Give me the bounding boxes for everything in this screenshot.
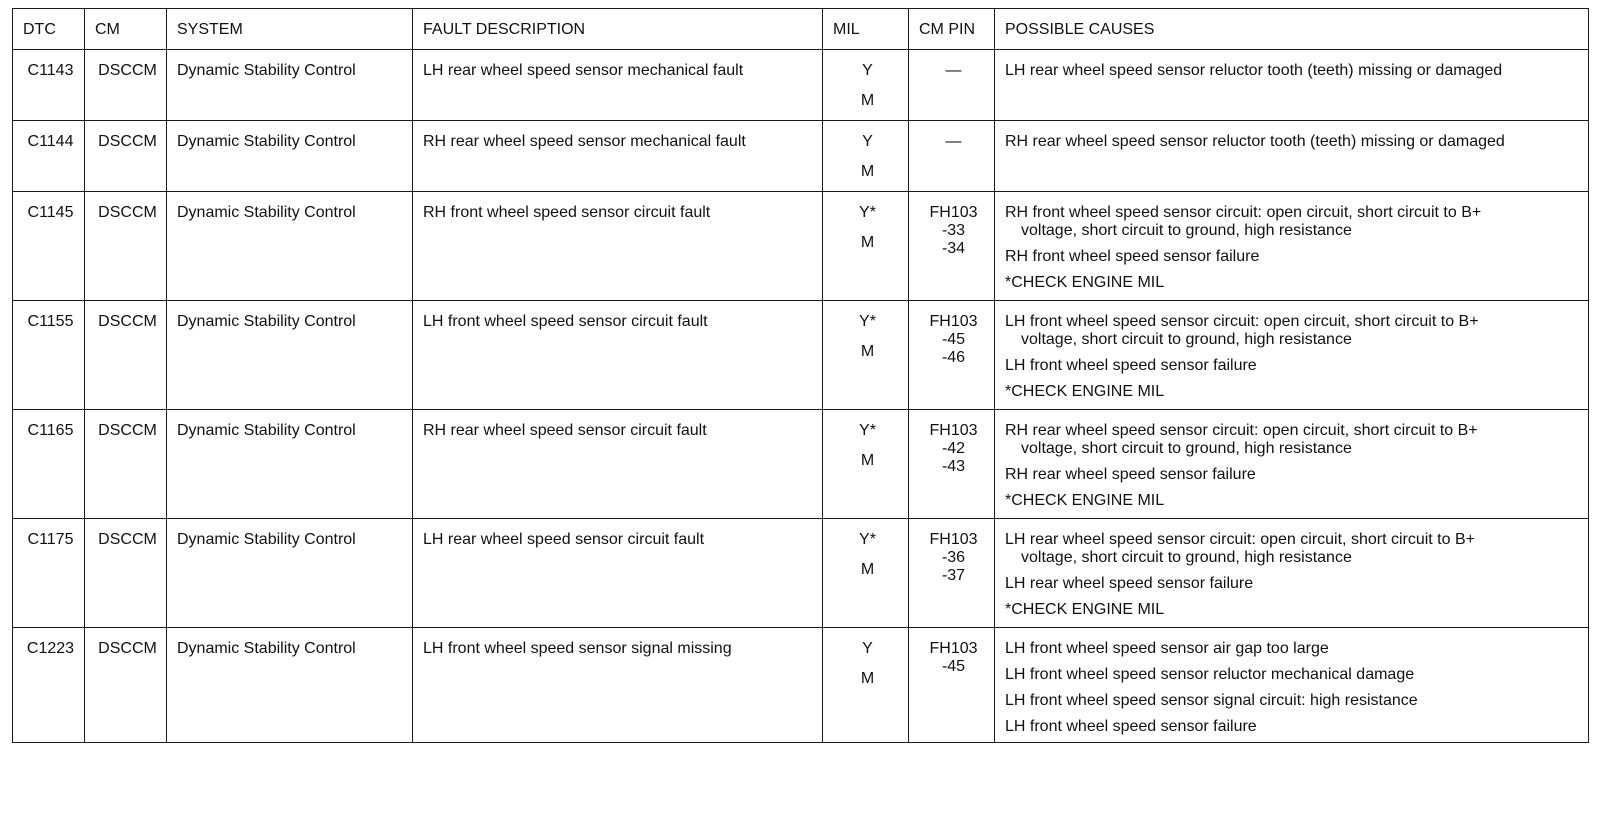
mil-value: M: [860, 343, 875, 360]
header-cm-pin: CM PIN: [909, 9, 995, 50]
possible-cause: [1005, 601, 1582, 619]
possible-cause-text: *CHECK ENGINE MIL: [1005, 492, 1165, 509]
possible-cause: [1005, 274, 1582, 292]
cm-pin-value: FH103: [929, 422, 978, 439]
system-name: Dynamic Stability Control: [167, 121, 413, 192]
possible-cause: [1005, 383, 1582, 401]
cm-module: DSCCM: [85, 519, 167, 628]
possible-cause: [1005, 62, 1582, 80]
system-name: Dynamic Stability Control: [167, 410, 413, 519]
cm-pin-cell: [909, 628, 995, 743]
possible-cause: [1005, 422, 1582, 458]
fault-description: RH rear wheel speed sensor circuit fault: [413, 410, 823, 519]
fault-description: LH front wheel speed sensor circuit fault: [413, 301, 823, 410]
possible-cause-text: RH rear wheel speed sensor failure: [1005, 466, 1256, 483]
mil-cell: [823, 192, 909, 301]
possible-cause-text: RH rear wheel speed sensor circuit: open circuit, short circuit to B+: [1005, 422, 1478, 439]
dtc-code: C1144: [13, 121, 85, 192]
fault-description: LH rear wheel speed sensor mechanical fault: [413, 50, 823, 121]
mil-value: M: [860, 452, 875, 469]
mil-value: Y*: [859, 422, 876, 439]
table-row: [13, 50, 1589, 121]
table-row: [13, 628, 1589, 743]
cm-pin-value: FH103: [929, 531, 978, 548]
mil-value: M: [860, 561, 875, 578]
mil-value: Y*: [859, 531, 876, 548]
header-system: SYSTEM: [167, 9, 413, 50]
possible-causes-cell: [995, 50, 1589, 121]
possible-cause: [1005, 531, 1582, 567]
possible-cause-text: LH front wheel speed sensor circuit: open circuit, short circuit to B+: [1005, 313, 1479, 330]
possible-cause-text: LH rear wheel speed sensor failure: [1005, 575, 1254, 592]
system-name: Dynamic Stability Control: [167, 301, 413, 410]
possible-cause: [1005, 248, 1582, 266]
possible-cause-text: LH rear wheel speed sensor reluctor tooth (teeth) missing or damaged: [1005, 62, 1503, 79]
system-name: Dynamic Stability Control: [167, 628, 413, 743]
possible-cause: [1005, 575, 1582, 593]
header-possible-causes: POSSIBLE CAUSES: [995, 9, 1589, 50]
mil-cell: [823, 410, 909, 519]
mil-value: Y*: [859, 313, 876, 330]
dtc-code: C1175: [13, 519, 85, 628]
possible-cause-text: LH front wheel speed sensor signal circuit: high resistance: [1005, 692, 1418, 709]
mil-value: Y: [862, 640, 873, 657]
possible-cause: [1005, 313, 1582, 349]
cm-module: DSCCM: [85, 410, 167, 519]
possible-cause: [1005, 692, 1582, 710]
possible-cause-text: RH front wheel speed sensor failure: [1005, 248, 1260, 265]
dtc-code: C1145: [13, 192, 85, 301]
possible-cause-text: *CHECK ENGINE MIL: [1005, 601, 1165, 618]
cm-pin-value: -46: [941, 349, 966, 366]
table-row: [13, 192, 1589, 301]
dtc-code: C1223: [13, 628, 85, 743]
header-fault-description: FAULT DESCRIPTION: [413, 9, 823, 50]
fault-description: LH rear wheel speed sensor circuit fault: [413, 519, 823, 628]
possible-cause-text: RH rear wheel speed sensor reluctor tooth (teeth) missing or damaged: [1005, 133, 1505, 150]
mil-value: M: [860, 92, 875, 109]
possible-cause-continuation: voltage, short circuit to ground, high resistance: [1021, 440, 1352, 457]
possible-cause-continuation: voltage, short circuit to ground, high resistance: [1021, 222, 1352, 239]
system-name: Dynamic Stability Control: [167, 50, 413, 121]
cm-pin-value: FH103: [929, 313, 978, 330]
header-row: [13, 9, 1589, 50]
mil-value: M: [860, 234, 875, 251]
cm-module: DSCCM: [85, 301, 167, 410]
possible-cause: [1005, 466, 1582, 484]
cm-pin-cell: [909, 519, 995, 628]
mil-cell: [823, 121, 909, 192]
mil-cell: [823, 519, 909, 628]
possible-cause-continuation: voltage, short circuit to ground, high resistance: [1021, 331, 1352, 348]
possible-cause-text: LH front wheel speed sensor failure: [1005, 357, 1257, 374]
possible-cause-text: LH rear wheel speed sensor circuit: open circuit, short circuit to B+: [1005, 531, 1475, 548]
cm-pin-value: -34: [941, 240, 966, 257]
cm-pin-cell: [909, 410, 995, 519]
cm-pin-value: FH103: [929, 640, 978, 657]
fault-description: RH front wheel speed sensor circuit fault: [413, 192, 823, 301]
dtc-code: C1143: [13, 50, 85, 121]
possible-cause-text: LH front wheel speed sensor reluctor mechanical damage: [1005, 666, 1415, 683]
mil-cell: [823, 50, 909, 121]
cm-pin-value: -45: [941, 331, 966, 348]
cm-module: DSCCM: [85, 50, 167, 121]
mil-value: Y: [862, 62, 873, 79]
mil-value: Y: [862, 133, 873, 150]
cm-pin-value: —: [945, 62, 962, 79]
cm-module: DSCCM: [85, 121, 167, 192]
possible-cause-text: LH front wheel speed sensor failure: [1005, 718, 1257, 735]
possible-cause-text: RH front wheel speed sensor circuit: open circuit, short circuit to B+: [1005, 204, 1482, 221]
cm-pin-cell: [909, 50, 995, 121]
possible-cause: [1005, 492, 1582, 510]
cm-module: DSCCM: [85, 628, 167, 743]
possible-cause-text: *CHECK ENGINE MIL: [1005, 383, 1165, 400]
cm-pin-value: -45: [941, 658, 966, 675]
cm-pin-value: FH103: [929, 204, 978, 221]
cm-module: DSCCM: [85, 192, 167, 301]
table-row: [13, 519, 1589, 628]
mil-value: M: [860, 670, 875, 687]
header-dtc: DTC: [13, 9, 85, 50]
fault-description: LH front wheel speed sensor signal missing: [413, 628, 823, 743]
possible-causes-cell: [995, 192, 1589, 301]
header-cm: CM: [85, 9, 167, 50]
possible-causes-cell: [995, 519, 1589, 628]
table-row: [13, 410, 1589, 519]
table-header: [13, 9, 1589, 50]
possible-causes-cell: [995, 410, 1589, 519]
cm-pin-cell: [909, 301, 995, 410]
system-name: Dynamic Stability Control: [167, 519, 413, 628]
possible-cause: [1005, 666, 1582, 684]
table-row: [13, 121, 1589, 192]
cm-pin-cell: [909, 192, 995, 301]
possible-cause: [1005, 640, 1582, 658]
mil-cell: [823, 301, 909, 410]
dtc-code: C1155: [13, 301, 85, 410]
possible-cause: [1005, 133, 1582, 151]
possible-causes-cell: [995, 301, 1589, 410]
table-row: [13, 301, 1589, 410]
possible-cause: [1005, 718, 1582, 736]
cm-pin-value: —: [945, 133, 962, 150]
possible-cause-continuation: voltage, short circuit to ground, high resistance: [1021, 549, 1352, 566]
cm-pin-value: -42: [941, 440, 966, 457]
cm-pin-value: -36: [941, 549, 966, 566]
possible-causes-cell: [995, 121, 1589, 192]
mil-cell: [823, 628, 909, 743]
table-body: [13, 50, 1589, 743]
cm-pin-value: -43: [941, 458, 966, 475]
possible-causes-cell: [995, 628, 1589, 743]
mil-value: M: [860, 163, 875, 180]
cm-pin-cell: [909, 121, 995, 192]
mil-value: Y*: [859, 204, 876, 221]
cm-pin-value: -37: [941, 567, 966, 584]
dtc-table: [12, 8, 1589, 743]
dtc-code: C1165: [13, 410, 85, 519]
possible-cause-text: *CHECK ENGINE MIL: [1005, 274, 1165, 291]
header-mil: MIL: [823, 9, 909, 50]
possible-cause: [1005, 357, 1582, 375]
fault-description: RH rear wheel speed sensor mechanical fault: [413, 121, 823, 192]
possible-cause-text: LH front wheel speed sensor air gap too large: [1005, 640, 1329, 657]
cm-pin-value: -33: [941, 222, 966, 239]
possible-cause: [1005, 204, 1582, 240]
system-name: Dynamic Stability Control: [167, 192, 413, 301]
